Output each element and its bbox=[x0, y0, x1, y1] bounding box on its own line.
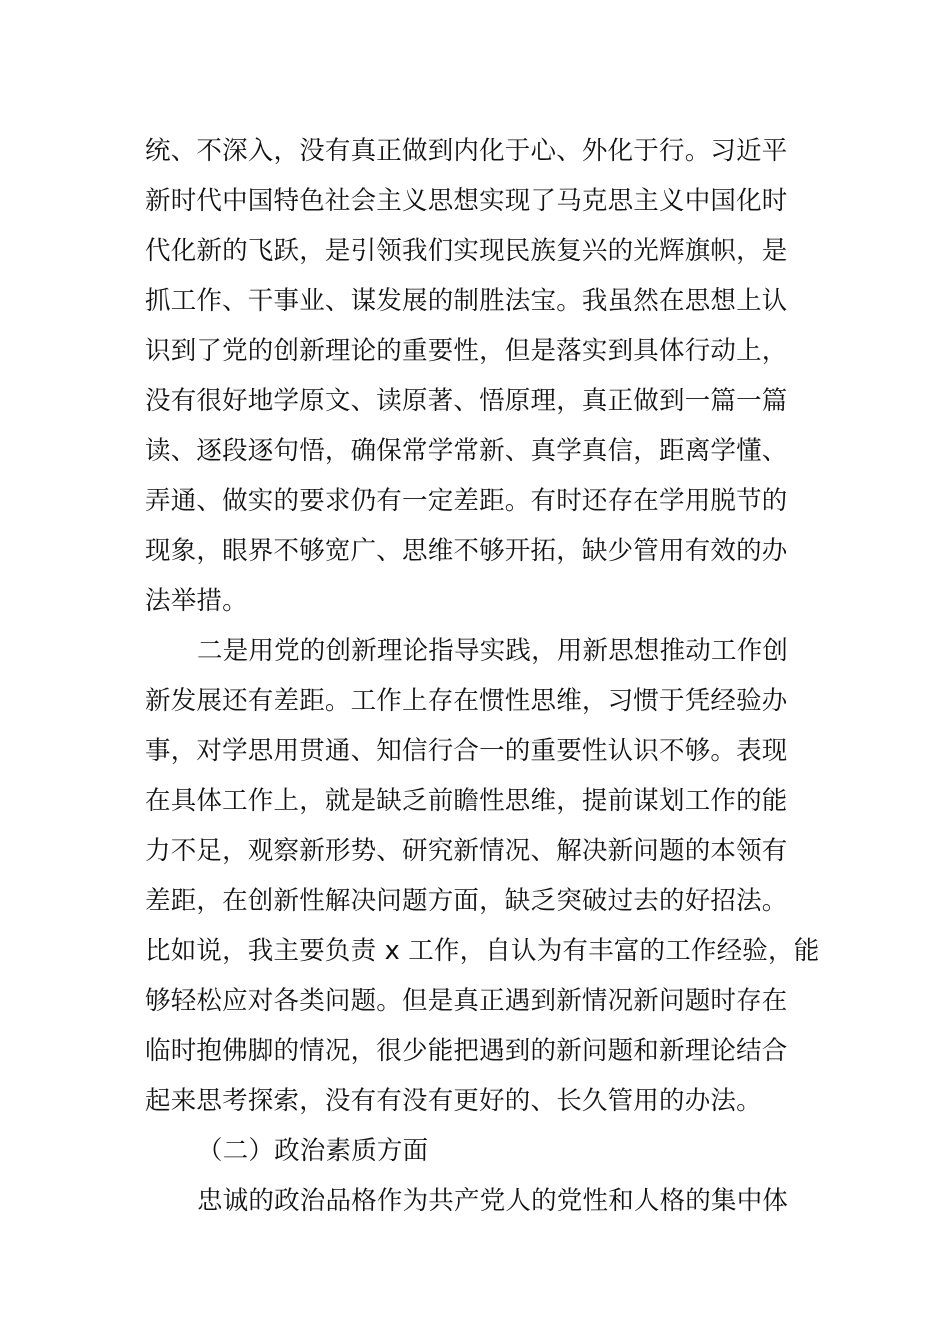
text-line-15: 力不足，观察新形势、研究新情况、解决新问题的本领有 bbox=[145, 836, 788, 866]
text-line-9: 现象，眼界不够宽广、思维不够开拓，缺少管用有效的办 bbox=[145, 536, 788, 566]
text-line-4: 抓工作、干事业、谋发展的制胜法宝。我虽然在思想上认 bbox=[145, 286, 788, 316]
text-line-6: 没有很好地学原文、读原著、悟原理，真正做到一篇一篇 bbox=[145, 386, 788, 416]
text-line-14: 在具体工作上，就是缺乏前瞻性思维，提前谋划工作的能 bbox=[145, 786, 788, 816]
text-line-7: 读、逐段逐句悟，确保常学常新、真学真信，距离学懂、 bbox=[145, 436, 788, 466]
text-line-18: 够轻松应对各类问题。但是真正遇到新情况新问题时存在 bbox=[145, 986, 788, 1016]
text-line-8: 弄通、做实的要求仍有一定差距。有时还存在学用脱节的 bbox=[145, 486, 788, 516]
text-line-16: 差距，在创新性解决问题方面，缺乏突破过去的好招法。 bbox=[145, 886, 788, 916]
paragraph-three-first-line: 忠诚的政治品格作为共产党人的党性和人格的集中体 bbox=[197, 1186, 789, 1216]
text-line-17: 比如说，我主要负责 x 工作，自认为有丰富的工作经验，能 bbox=[145, 936, 820, 966]
text-line-5: 识到了党的创新理论的重要性，但是落实到具体行动上， bbox=[145, 336, 788, 366]
text-line-20: 起来思考探索，没有有没有更好的、长久管用的办法。 bbox=[145, 1086, 762, 1116]
text-line-3: 代化新的飞跃，是引领我们实现民族复兴的光辉旗帜，是 bbox=[145, 236, 788, 266]
text-line-2: 新时代中国特色社会主义思想实现了马克思主义中国化时 bbox=[145, 186, 788, 216]
text-line-10: 法举措。 bbox=[145, 586, 248, 616]
text-line-19: 临时抱佛脚的情况，很少能把遇到的新问题和新理论结合 bbox=[145, 1036, 788, 1066]
text-line-1: 统、不深入，没有真正做到内化于心、外化于行。习近平 bbox=[145, 136, 788, 166]
section-heading: （二）政治素质方面 bbox=[197, 1136, 429, 1166]
text-line-13: 事，对学思用贯通、知信行合一的重要性认识不够。表现 bbox=[145, 736, 788, 766]
text-line-12: 新发展还有差距。工作上存在惯性思维，习惯于凭经验办 bbox=[145, 686, 788, 716]
paragraph-two-first-line: 二是用党的创新理论指导实践，用新思想推动工作创 bbox=[197, 636, 789, 666]
body-text bbox=[145, 126, 820, 1226]
